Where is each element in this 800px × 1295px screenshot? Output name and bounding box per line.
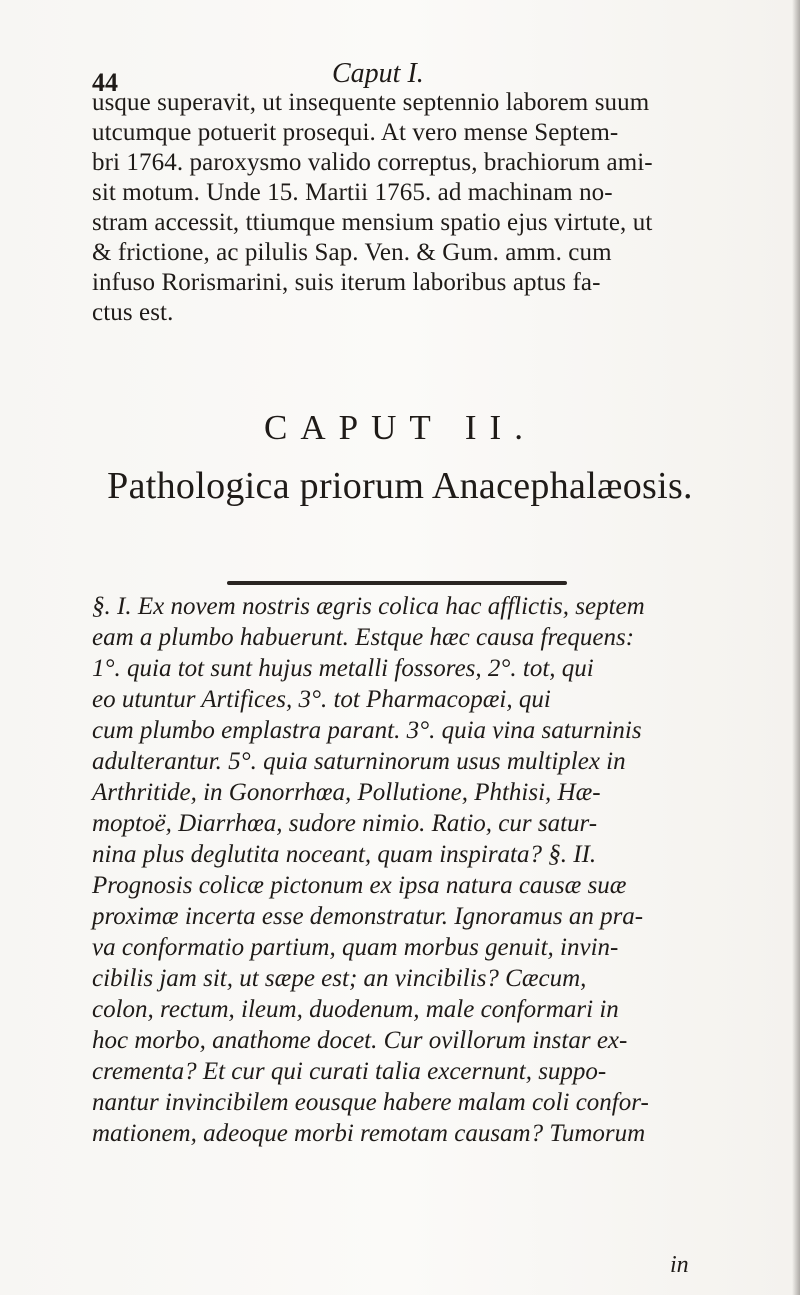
text-line: & frictione, ac pilulis Sap. Ven. & Gum. amm. cum (92, 239, 612, 266)
text-line: eam a plumbo habuerunt. Estque hæc causa frequens: (92, 624, 635, 651)
text-line: stram accessit, ttiumque mensium spatio ejus virtute, ut (92, 209, 653, 236)
text-line: 1°. quia tot sunt hujus metalli fossores, 2°. tot, qui (92, 655, 594, 682)
page-number: 44 (92, 68, 118, 97)
text-line: cibilis jam sit, ut sæpe est; an vincibilis? Cæcum, (92, 965, 587, 992)
text-line: va conformatio partium, quam morbus genuit, invin- (92, 934, 619, 961)
text-line: cum plumbo emplastra parant. 3°. quia vina saturninis (92, 717, 642, 744)
chapter-title: Pathologica priorum Anacephalæosis. (107, 465, 693, 507)
section-paragraph (92, 591, 714, 1149)
text-line: moptoë, Diarrhœa, sudore nimio. Ratio, cur satur- (92, 810, 598, 837)
text-line: ctus est. (92, 299, 174, 326)
text-line: nantur invincibilem eousque habere malam coli confor- (92, 1089, 649, 1116)
text-line: usque superavit, ut insequente septennio laborem suum (92, 89, 650, 116)
text-line: §. I. Ex novem nostris ægris colica hac afflictis, septem (92, 593, 645, 620)
text-line: utcumque potuerit prosequi. At vero mense Septem- (92, 119, 619, 146)
catchword: in (670, 1252, 689, 1278)
page-edge-shadow (792, 0, 800, 1295)
text-line: nina plus deglutita noceant, quam inspirata? §. II. (92, 841, 597, 868)
text-line: hoc morbo, anathome docet. Cur ovillorum instar ex- (92, 1027, 628, 1054)
text-line: infuso Rorismarini, suis iterum laboribus aptus fa- (92, 269, 601, 296)
text-line: Arthritide, in Gonorrhœa, Pollutione, Phthisi, Hæ- (92, 779, 601, 806)
text-line: mationem, adeoque morbi remotam causam? Tumorum (92, 1120, 646, 1147)
chapter-heading: CAPUT II. (264, 408, 536, 447)
text-line: crementa? Et cur qui curati talia excernunt, suppo- (92, 1058, 607, 1085)
ornamental-rule (227, 581, 567, 585)
page-header (92, 58, 712, 97)
running-head: Caput I. (332, 58, 424, 89)
text-line: Prognosis colicæ pictonum ex ipsa natura causæ suæ (92, 872, 627, 899)
text-line: colon, rectum, ileum, duodenum, male conformari in (92, 996, 619, 1023)
text-line: proximæ incerta esse demonstratur. Ignoramus an pra- (92, 903, 644, 930)
continued-paragraph (92, 88, 714, 328)
text-line: sit motum. Unde 15. Martii 1765. ad machinam no- (92, 179, 613, 206)
text-line: bri 1764. paroxysmo valido correptus, brachiorum ami- (92, 149, 653, 176)
text-line: eo utuntur Artifices, 3°. tot Pharmacopæi, qui (92, 686, 551, 713)
text-line: adulterantur. 5°. quia saturninorum usus multiplex in (92, 748, 626, 775)
